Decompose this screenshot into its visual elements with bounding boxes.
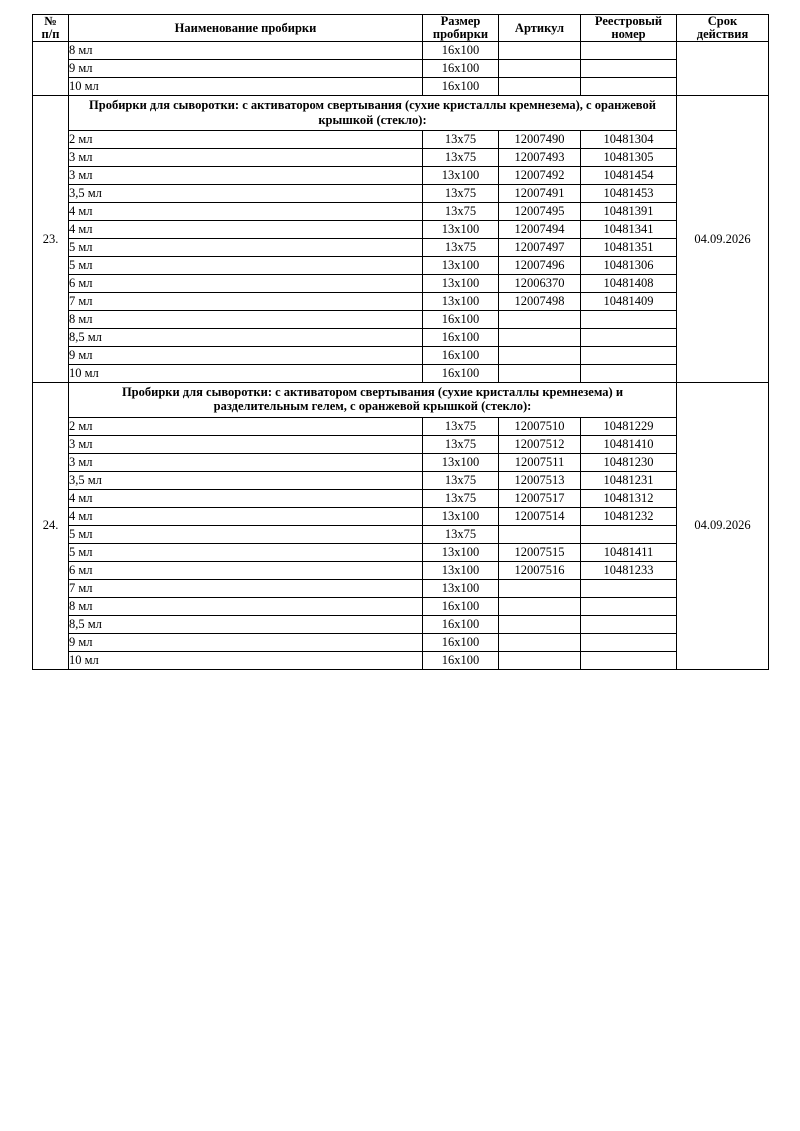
validity-date bbox=[677, 42, 769, 96]
tube-article: 12007493 bbox=[499, 149, 581, 167]
table-row bbox=[33, 78, 769, 96]
tube-size: 13x75 bbox=[423, 435, 499, 453]
tube-name: 3,5 мл bbox=[69, 471, 423, 489]
tube-name: 10 мл bbox=[69, 365, 423, 383]
tube-size: 13x100 bbox=[423, 579, 499, 597]
validity-date: 04.09.2026 bbox=[677, 383, 769, 670]
tube-size: 16x100 bbox=[423, 633, 499, 651]
tube-name: 3,5 мл bbox=[69, 185, 423, 203]
tube-registry-number: 10481231 bbox=[581, 471, 677, 489]
validity-date: 04.09.2026 bbox=[677, 96, 769, 383]
table-row bbox=[33, 149, 769, 167]
table-row bbox=[33, 42, 769, 60]
tube-registry-number: 10481305 bbox=[581, 149, 677, 167]
header-number-line2: п/п bbox=[41, 27, 60, 42]
tube-name: 6 мл bbox=[69, 561, 423, 579]
tube-article: 12007514 bbox=[499, 507, 581, 525]
table-row bbox=[33, 489, 769, 507]
tube-article bbox=[499, 365, 581, 383]
table-row bbox=[33, 257, 769, 275]
tube-article: 12006370 bbox=[499, 275, 581, 293]
section-title: Пробирки для сыворотки: с активатором свертывания (сухие кристаллы кремнезема) и разделительным гелем, с оранжевой крышкой (стекло): bbox=[69, 383, 677, 418]
table-row bbox=[33, 365, 769, 383]
tube-article: 12007492 bbox=[499, 167, 581, 185]
tube-article bbox=[499, 525, 581, 543]
tube-size: 13x100 bbox=[423, 293, 499, 311]
tube-registry-number bbox=[581, 311, 677, 329]
table-row bbox=[33, 203, 769, 221]
tube-size: 13x75 bbox=[423, 239, 499, 257]
table-row bbox=[33, 239, 769, 257]
tube-name: 3 мл bbox=[69, 167, 423, 185]
tube-size: 16x100 bbox=[423, 615, 499, 633]
tube-size: 16x100 bbox=[423, 651, 499, 669]
tube-size: 13x100 bbox=[423, 507, 499, 525]
section-header-row bbox=[33, 96, 769, 131]
table-row bbox=[33, 633, 769, 651]
tube-name: 5 мл bbox=[69, 239, 423, 257]
tube-size: 16x100 bbox=[423, 329, 499, 347]
tube-name: 6 мл bbox=[69, 275, 423, 293]
tube-registry-number: 10481411 bbox=[581, 543, 677, 561]
tube-registry-number bbox=[581, 42, 677, 60]
tube-article: 12007496 bbox=[499, 257, 581, 275]
tube-name: 8 мл bbox=[69, 42, 423, 60]
tube-size: 16x100 bbox=[423, 60, 499, 78]
tube-name: 7 мл bbox=[69, 293, 423, 311]
tube-article bbox=[499, 579, 581, 597]
tube-registry-number: 10481453 bbox=[581, 185, 677, 203]
tube-article: 12007490 bbox=[499, 131, 581, 149]
tube-size: 16x100 bbox=[423, 365, 499, 383]
tube-registry-number bbox=[581, 60, 677, 78]
tube-article bbox=[499, 42, 581, 60]
table-body bbox=[33, 42, 769, 670]
tube-size: 13x100 bbox=[423, 167, 499, 185]
tube-article bbox=[499, 78, 581, 96]
tube-article bbox=[499, 633, 581, 651]
row-number bbox=[33, 42, 69, 96]
tube-article: 12007498 bbox=[499, 293, 581, 311]
tube-size: 13x75 bbox=[423, 203, 499, 221]
tube-size: 13x100 bbox=[423, 453, 499, 471]
tube-registry-number bbox=[581, 525, 677, 543]
tube-registry-number bbox=[581, 651, 677, 669]
header-validity-line2: действия bbox=[696, 27, 749, 42]
table-row bbox=[33, 417, 769, 435]
header-size bbox=[423, 15, 499, 42]
tube-size: 13x75 bbox=[423, 131, 499, 149]
tube-registry-number: 10481306 bbox=[581, 257, 677, 275]
tube-article: 12007513 bbox=[499, 471, 581, 489]
tube-name: 5 мл bbox=[69, 525, 423, 543]
tube-registry-number bbox=[581, 78, 677, 96]
tube-size: 16x100 bbox=[423, 311, 499, 329]
section-number: 23. bbox=[33, 96, 69, 383]
table-row bbox=[33, 311, 769, 329]
tube-registry-number: 10481232 bbox=[581, 507, 677, 525]
table-row bbox=[33, 221, 769, 239]
tube-size: 13x75 bbox=[423, 471, 499, 489]
section-header-row bbox=[33, 383, 769, 418]
tube-size: 16x100 bbox=[423, 597, 499, 615]
header-registry bbox=[581, 15, 677, 42]
tube-registry-number bbox=[581, 633, 677, 651]
tube-registry-number: 10481233 bbox=[581, 561, 677, 579]
tube-article: 12007516 bbox=[499, 561, 581, 579]
table-row bbox=[33, 453, 769, 471]
tube-article bbox=[499, 311, 581, 329]
tube-name: 5 мл bbox=[69, 543, 423, 561]
table-row bbox=[33, 615, 769, 633]
tube-article: 12007494 bbox=[499, 221, 581, 239]
tube-size: 16x100 bbox=[423, 347, 499, 365]
section-number: 24. bbox=[33, 383, 69, 670]
tube-article bbox=[499, 615, 581, 633]
table-row bbox=[33, 579, 769, 597]
tube-article bbox=[499, 347, 581, 365]
tube-registry-number: 10481391 bbox=[581, 203, 677, 221]
tube-name: 9 мл bbox=[69, 633, 423, 651]
tube-registry-number bbox=[581, 365, 677, 383]
tube-name: 8 мл bbox=[69, 597, 423, 615]
tube-article bbox=[499, 329, 581, 347]
tube-name: 8 мл bbox=[69, 311, 423, 329]
table-row bbox=[33, 525, 769, 543]
tube-registry-number bbox=[581, 329, 677, 347]
tube-size: 13x75 bbox=[423, 149, 499, 167]
tube-name: 10 мл bbox=[69, 78, 423, 96]
table-row bbox=[33, 329, 769, 347]
table-row bbox=[33, 471, 769, 489]
tube-registry-number: 10481341 bbox=[581, 221, 677, 239]
table-row bbox=[33, 275, 769, 293]
tube-registry-number: 10481312 bbox=[581, 489, 677, 507]
tube-article: 12007497 bbox=[499, 239, 581, 257]
tube-name: 4 мл bbox=[69, 507, 423, 525]
tube-name: 4 мл bbox=[69, 203, 423, 221]
tube-name: 4 мл bbox=[69, 221, 423, 239]
tube-registry-number: 10481454 bbox=[581, 167, 677, 185]
tube-registry-number: 10481410 bbox=[581, 435, 677, 453]
table-row bbox=[33, 435, 769, 453]
tube-name: 3 мл bbox=[69, 435, 423, 453]
tube-article: 12007491 bbox=[499, 185, 581, 203]
tube-article: 12007510 bbox=[499, 417, 581, 435]
tube-article bbox=[499, 60, 581, 78]
tube-name: 2 мл bbox=[69, 131, 423, 149]
tube-name: 4 мл bbox=[69, 489, 423, 507]
tube-registry-number: 10481351 bbox=[581, 239, 677, 257]
header-row bbox=[33, 15, 769, 42]
tube-registry-number: 10481409 bbox=[581, 293, 677, 311]
tube-article: 12007495 bbox=[499, 203, 581, 221]
tube-catalog-table bbox=[32, 14, 769, 670]
tube-name: 9 мл bbox=[69, 347, 423, 365]
tube-size: 13x75 bbox=[423, 489, 499, 507]
header-registry-line1: Реестровый bbox=[594, 14, 663, 28]
tube-name: 3 мл bbox=[69, 453, 423, 471]
tube-size: 13x100 bbox=[423, 275, 499, 293]
tube-registry-number bbox=[581, 347, 677, 365]
header-registry-line2: номер bbox=[611, 27, 646, 42]
tube-article: 12007515 bbox=[499, 543, 581, 561]
tube-registry-number: 10481230 bbox=[581, 453, 677, 471]
tube-name: 5 мл bbox=[69, 257, 423, 275]
table-row bbox=[33, 131, 769, 149]
table-row bbox=[33, 507, 769, 525]
table-row bbox=[33, 185, 769, 203]
table-row bbox=[33, 347, 769, 365]
table-row bbox=[33, 561, 769, 579]
header-number bbox=[33, 15, 69, 42]
tube-article bbox=[499, 597, 581, 615]
tube-size: 13x100 bbox=[423, 543, 499, 561]
table-row bbox=[33, 651, 769, 669]
tube-article: 12007517 bbox=[499, 489, 581, 507]
tube-registry-number bbox=[581, 597, 677, 615]
table-row bbox=[33, 543, 769, 561]
table-row bbox=[33, 597, 769, 615]
tube-registry-number: 10481408 bbox=[581, 275, 677, 293]
header-number-line1: № bbox=[44, 14, 57, 28]
tube-article: 12007512 bbox=[499, 435, 581, 453]
tube-size: 13x75 bbox=[423, 525, 499, 543]
table-row bbox=[33, 167, 769, 185]
header-size-line1: Размер bbox=[440, 14, 481, 28]
tube-name: 7 мл bbox=[69, 579, 423, 597]
tube-name: 9 мл bbox=[69, 60, 423, 78]
header-name: Наименование пробирки bbox=[69, 15, 423, 42]
tube-registry-number: 10481229 bbox=[581, 417, 677, 435]
header-article: Артикул bbox=[499, 15, 581, 42]
tube-size: 13x75 bbox=[423, 417, 499, 435]
tube-size: 16x100 bbox=[423, 78, 499, 96]
tube-registry-number bbox=[581, 579, 677, 597]
table-row bbox=[33, 60, 769, 78]
tube-size: 16x100 bbox=[423, 42, 499, 60]
header-validity-line1: Срок bbox=[707, 14, 738, 28]
tube-article: 12007511 bbox=[499, 453, 581, 471]
tube-article bbox=[499, 651, 581, 669]
tube-name: 8,5 мл bbox=[69, 329, 423, 347]
tube-name: 8,5 мл bbox=[69, 615, 423, 633]
tube-size: 13x100 bbox=[423, 221, 499, 239]
header-size-line2: пробирки bbox=[432, 27, 489, 42]
tube-size: 13x100 bbox=[423, 561, 499, 579]
header-validity bbox=[677, 15, 769, 42]
tube-size: 13x75 bbox=[423, 185, 499, 203]
section-title: Пробирки для сыворотки: с активатором свертывания (сухие кристаллы кремнезема), с оранжевой крышкой (стекло): bbox=[69, 96, 677, 131]
tube-name: 3 мл bbox=[69, 149, 423, 167]
tube-name: 2 мл bbox=[69, 417, 423, 435]
table-header bbox=[33, 15, 769, 42]
tube-name: 10 мл bbox=[69, 651, 423, 669]
tube-size: 13x100 bbox=[423, 257, 499, 275]
table-row bbox=[33, 293, 769, 311]
tube-registry-number: 10481304 bbox=[581, 131, 677, 149]
tube-registry-number bbox=[581, 615, 677, 633]
